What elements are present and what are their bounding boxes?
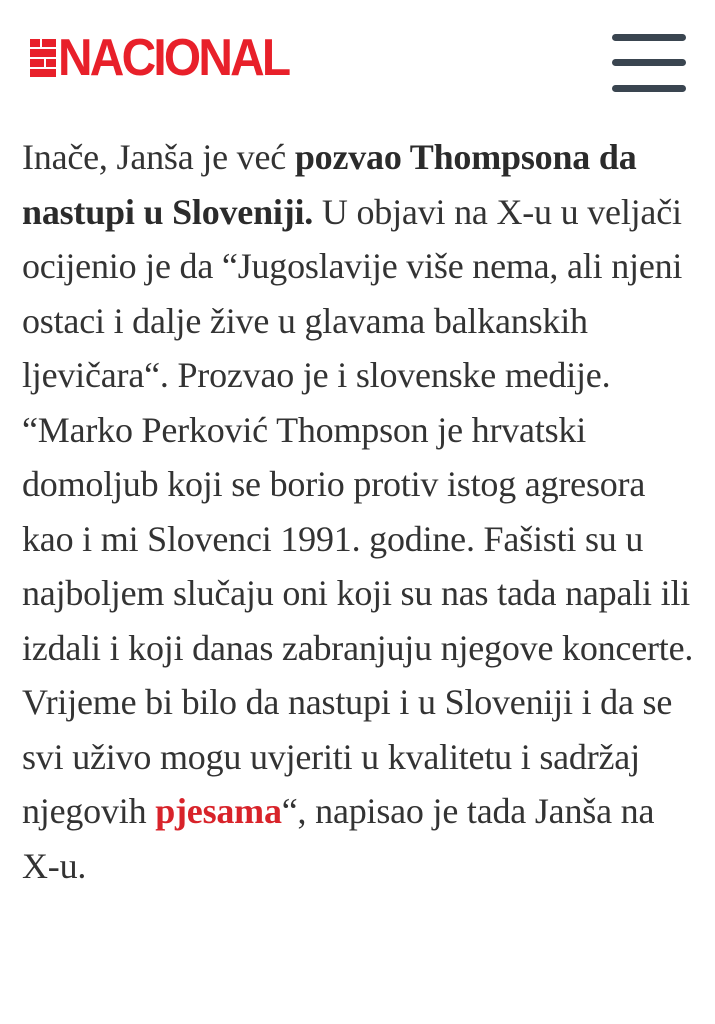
quote-text: “, napisao je tada Janša na X-u. <box>22 791 655 886</box>
paragraph-text: Inače, Janša je već <box>22 137 295 177</box>
site-header <box>0 0 715 118</box>
article-paragraph-1 <box>22 130 694 403</box>
logo-mark-icon <box>30 35 56 81</box>
logo-text: NACIONAL <box>58 29 289 87</box>
pjesama-link[interactable]: pjesama <box>155 791 282 831</box>
article-paragraph-2 <box>22 403 694 894</box>
paragraph-text: U objavi na X-u u veljači ocijenio je da “Jugoslavije više nema, ali njeni ostaci i dalje žive u glavama balkanskih ljevičara“. Prozvao je i slovenske medije. <box>22 191 683 395</box>
article-body <box>22 130 694 893</box>
menu-button[interactable] <box>612 34 686 92</box>
nacional-logo[interactable] <box>30 30 308 86</box>
quote-text: “Marko Perković Thompson je hrvatski domoljub koji se borio protiv istog agresora kao i mi Slovenci 1991. godine. Fašisti su u najboljem slučaju oni koji su nas tada napali ili izdali i koji danas zabranjuju njegove koncerte. Vrijeme bi bilo da nastupi i u Sloveniji i da se svi uživo mogu uvjeriti u kvalitetu i sadržaj njegovih <box>22 409 694 831</box>
bold-text: pozvao Thompsona da nastupi u Sloveniji. <box>22 137 637 232</box>
